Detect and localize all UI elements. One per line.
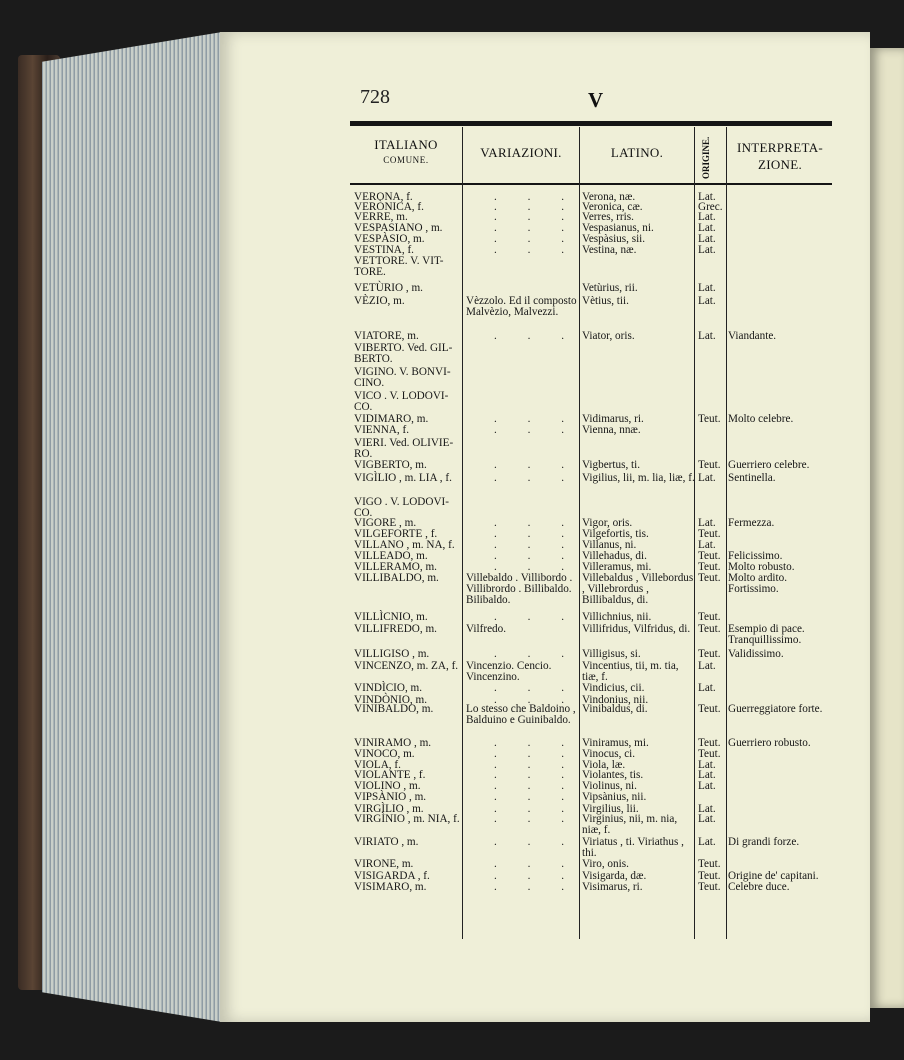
entry-variations: . . . [494,769,578,781]
entry-latin: Viniramus, mi. [582,737,649,749]
entry-italian: VICO . V. LODOVI-CO. [354,390,449,414]
entry-origin: Lat. [698,244,716,256]
entry-latin: Vilgefortis, tis. [582,528,649,540]
entry-italian: VINDÌCIO, m. [354,682,423,694]
header-comune-label: COMUNE. [383,154,429,165]
entry-italian: VIGÌLIO , m. LIA , f. [354,472,452,484]
entry-variations: . . . [494,759,578,771]
entry-variations: . . . [494,211,578,223]
entry-italian: VIGO . V. LODOVI-CO. [354,496,449,520]
entry-italian: VIOLA, f. [354,759,401,771]
entry-origin: Teut. [698,459,721,471]
entry-variations: . . . [494,836,578,848]
entry-origin: Teut. [698,748,721,760]
entry-origin: Lat. [698,282,716,294]
entry-origin: Lat. [698,803,716,815]
entry-variations: . . . [494,222,578,234]
entry-italian: VILLANO , m. NA, f. [354,539,455,551]
page-edges [42,32,222,1022]
header-latino [581,145,693,162]
entry-latin: Villebaldus , Villebordus , Villebrordus , Billibaldus, di. [582,572,694,607]
entry-italian: VILLERAMO, m. [354,561,437,573]
entry-latin: Vigilius, lii, m. lia, liæ, f. [582,472,695,484]
entry-latin: Vigor, oris. [582,517,633,529]
entry-italian: VINIBALDO, m. [354,703,434,715]
header-italiano [352,137,460,165]
entry-variations: . . . [494,550,578,562]
entry-italian: VIGINO. V. BONVI-CINO. [354,366,451,390]
entry-variations: . . . [494,803,578,815]
entry-variations: . . . [494,472,578,484]
entry-latin: Vinocus, ci. [582,748,636,760]
entry-italian: VISIGARDA , f. [354,870,430,882]
entry-latin: Verres, rris. [582,211,634,223]
entry-variations: Vilfredo. [466,623,507,635]
entry-variations: . . . [494,413,578,425]
entry-interpretation: Molto celebre. [728,413,794,425]
entry-italian: VIOLINO , m. [354,780,421,792]
entry-latin: Villanus, ni. [582,539,637,551]
entry-interpretation: Molto ardito. Fortissimo. [728,572,788,596]
entry-origin: Grec. [698,201,723,213]
entry-latin: Vipsànius, nii. [582,791,647,803]
entry-variations: . . . [494,528,578,540]
entry-origin: Lat. [698,836,716,848]
entry-italian: VIDIMARO, m. [354,413,429,425]
entry-origin: Lat. [698,517,716,529]
entry-variations: . . . [494,813,578,825]
entry-interpretation: Esempio di pace. Tranquillissimo. [728,623,805,647]
header-variazioni [464,145,578,162]
entry-latin: Viriatus , ti. Viriathus , thi. [582,836,684,860]
entry-latin: Vespasianus, ni. [582,222,654,234]
entry-latin: Vespàsius, sii. [582,233,646,245]
entry-variations: Lo stesso che Baldoino , Balduino e Guinibaldo. [466,703,576,727]
entry-variations: . . . [494,870,578,882]
entry-variations: . . . [494,424,578,436]
entry-italian: VILGEFORTE , f. [354,528,438,540]
entry-variations: . . . [494,881,578,893]
entry-italian: VIRGÌLIO , m. [354,803,424,815]
entry-italian: VIRONE, m. [354,858,414,870]
entry-origin: Teut. [698,858,721,870]
entry-variations: . . . [494,694,578,706]
entry-variations: . . . [494,737,578,749]
entry-origin: Lat. [698,769,716,781]
entry-origin: Lat. [698,233,716,245]
entry-latin: Veronica, cæ. [582,201,643,213]
entry-interpretation: Molto robusto. [728,561,795,573]
header-interpretazione [728,140,832,174]
entry-interpretation: Sentinella. [728,472,776,484]
header-italiano-label: ITALIANO [374,137,438,152]
entry-italian: VILLIBALDO, m. [354,572,439,584]
entry-italian: VIPSÀNIO , m. [354,791,427,803]
entry-italian: VIERI. Ved. OLIVIE-RO. [354,437,454,461]
entry-origin: Teut. [698,737,721,749]
entry-latin: Vetùrius, rii. [582,282,638,294]
entry-italian: VILLIGISO , m. [354,648,430,660]
entry-interpretation: Guerriero celebre. [728,459,810,471]
header-interpretazione-label: INTERPRETA-ZIONE. [736,140,824,172]
entry-latin: Vindonius, nii. [582,694,649,706]
entry-latin: Visigarda, dæ. [582,870,647,882]
entry-origin: Teut. [698,572,721,584]
header-origine: ORIGINE. [701,136,711,180]
entry-italian: VESPÀSIO, m. [354,233,425,245]
entry-latin: Vinibaldus, di. [582,703,648,715]
entry-latin: Visimarus, ri. [582,881,643,893]
entry-variations: . . . [494,517,578,529]
entry-latin: Vigbertus, ti. [582,459,641,471]
entry-latin: Viator, oris. [582,330,635,342]
entry-variations: Villebaldo . Villibordo . Villibrordo . Billibaldo. Bilibaldo. [466,572,573,607]
entry-origin: Teut. [698,413,721,425]
entry-variations: . . . [494,233,578,245]
entry-variations: . . . [494,780,578,792]
entry-origin: Lat. [698,330,716,342]
facing-page [870,48,904,1008]
entry-variations: . . . [494,682,578,694]
entry-interpretation: Origine de' capitani. [728,870,819,882]
entry-latin: Vienna, nnæ. [582,424,641,436]
entry-interpretation: Viandante. [728,330,777,342]
entry-italian: VILLEADO, m. [354,550,428,562]
entry-latin: Verona, næ. [582,191,636,203]
entry-italian: VERRE, m. [354,211,408,223]
entry-latin: Villehadus, di. [582,550,647,562]
entry-origin: Teut. [698,648,721,660]
entry-variations: . . . [494,611,578,623]
entry-italian: VILLIFREDO, m. [354,623,437,635]
entry-italian: VERONA, f. [354,191,413,203]
entry-italian: VISIMARO, m. [354,881,427,893]
entry-origin: Lat. [698,222,716,234]
entry-variations: . . . [494,539,578,551]
entry-latin: Violantes, tis. [582,769,644,781]
entry-origin: Teut. [698,623,721,635]
entry-origin: Teut. [698,528,721,540]
entry-latin: Villifridus, Vilfridus, di. [582,623,691,635]
entry-latin: Virgilius, lii. [582,803,639,815]
entry-interpretation: Guerreggiatore forte. [728,703,823,715]
entry-italian: VESPASIANO , m. [354,222,443,234]
entry-origin: Teut. [698,550,721,562]
entry-variations: . . . [494,330,578,342]
entry-interpretation: Fermezza. [728,517,775,529]
entry-latin: Vidimarus, ri. [582,413,644,425]
entry-origin: Lat. [698,191,716,203]
entry-origin: Teut. [698,703,721,715]
entry-latin: Viola, læ. [582,759,626,771]
entry-latin: Viro, onis. [582,858,629,870]
entry-variations: . . . [494,791,578,803]
entry-latin: Vestina, næ. [582,244,637,256]
entry-interpretation: Di grandi forze. [728,836,800,848]
entry-variations: . . . [494,748,578,760]
entry-latin: Virginius, nii, m. nia, niæ, f. [582,813,678,837]
header-rule-bottom [350,183,832,185]
entry-variations: . . . [494,648,578,660]
entry-variations: . . . [494,191,578,203]
entry-italian: VIOLANTE , f. [354,769,426,781]
header-latino-label: LATINO. [610,145,664,160]
entry-origin: Lat. [698,780,716,792]
entry-italian: VIBERTO. Ved. GIL-BERTO. [354,342,453,366]
entry-origin: Lat. [698,295,716,307]
entry-origin: Lat. [698,211,716,223]
entry-variations: Vincenzio. Cencio. Vincenzino. [466,660,552,684]
entry-origin: Lat. [698,472,716,484]
entry-origin: Teut. [698,611,721,623]
entry-italian: VINCENZO, m. ZA, f. [354,660,459,672]
entry-variations: . . . [494,244,578,256]
entry-origin: Teut. [698,561,721,573]
section-letter: V [588,88,604,112]
entry-origin: Teut. [698,881,721,893]
entry-italian: VIGORE , m. [354,517,417,529]
entry-origin: Lat. [698,813,716,825]
entry-interpretation: Celebre duce. [728,881,790,893]
entry-variations: . . . [494,459,578,471]
entry-italian: VIGBERTO, m. [354,459,427,471]
entry-interpretation: Validissimo. [728,648,784,660]
entry-latin: Villichnius, nii. [582,611,652,623]
entry-variations: . . . [494,201,578,213]
entry-italian: VINOCO, m. [354,748,415,760]
entry-italian: VETÙRIO , m. [354,282,423,294]
header-variazioni-label: VARIAZIONI. [480,145,562,160]
entry-interpretation: Guerriero robusto. [728,737,811,749]
entry-origin: Lat. [698,682,716,694]
entry-italian: VIENNA, f. [354,424,409,436]
entry-italian: VETTORE. V. VIT-TORE. [354,255,444,279]
entry-italian: VESTINA, f. [354,244,414,256]
entry-latin: Villigisus, si. [582,648,641,660]
entry-italian: VIRGÌNIO , m. NIA, f. [354,813,460,825]
entry-italian: VÈZIO, m. [354,295,405,307]
header-rule-top [350,121,832,126]
entry-italian: VILLÌCNIO, m. [354,611,428,623]
entry-italian: VERÒNICA, f. [354,201,424,213]
entry-origin: Lat. [698,759,716,771]
entry-origin: Teut. [698,870,721,882]
entry-italian: VIRIATO , m. [354,836,419,848]
entry-latin: Villeramus, mi. [582,561,652,573]
entry-italian: VINIRAMO , m. [354,737,432,749]
entry-origin: Lat. [698,660,716,672]
page-number: 728 [360,86,390,108]
entry-latin: Vètius, tii. [582,295,629,307]
entry-italian: VIATORE, m. [354,330,419,342]
entry-latin: Violinus, ni. [582,780,637,792]
entry-variations: . . . [494,561,578,573]
entry-interpretation: Felicissimo. [728,550,783,562]
entry-origin: Lat. [698,539,716,551]
entry-latin: Vincentius, tii, m. tia, tiæ, f. [582,660,679,684]
entry-variations: . . . [494,858,578,870]
entry-variations: Vèzzolo. Ed il composto Malvèzio, Malvezzi. [466,295,577,319]
entry-latin: Vindicius, cii. [582,682,645,694]
entry-italian: VINDÒNIO, m. [354,694,428,706]
